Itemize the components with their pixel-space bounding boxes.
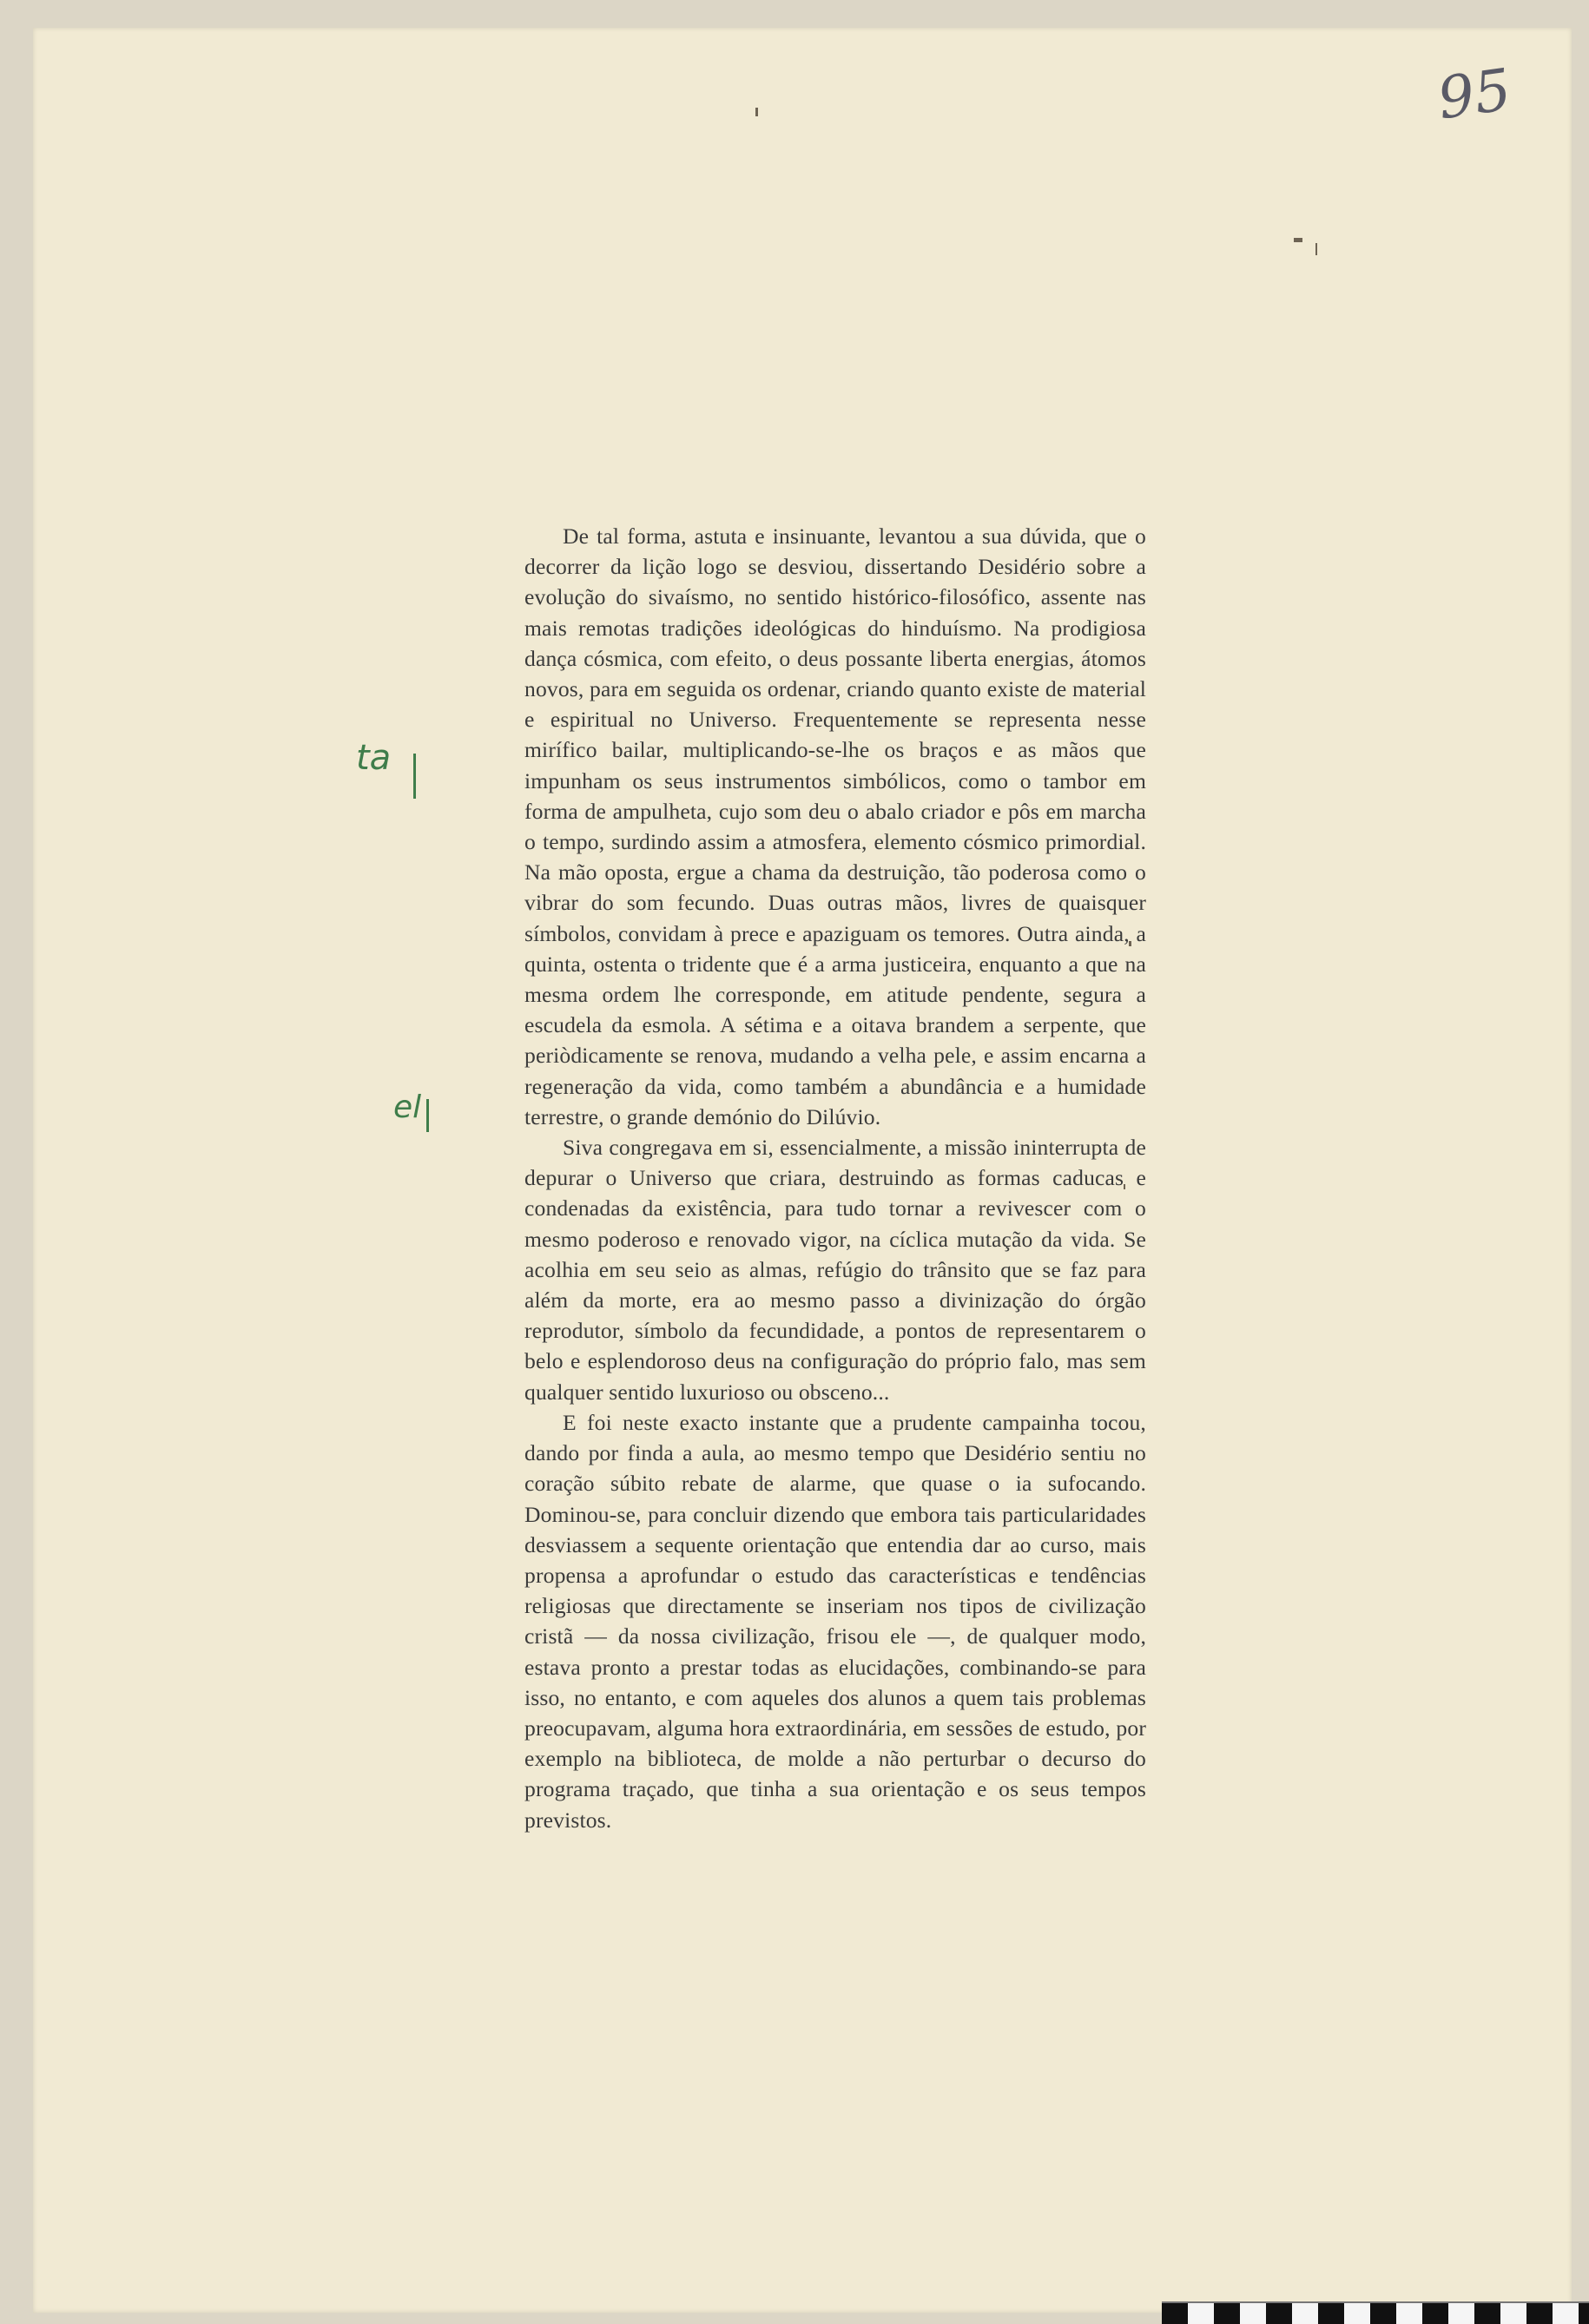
color-calibration-scale — [1162, 2301, 1589, 2324]
paper-speck — [1294, 238, 1302, 242]
paragraph-1: De tal forma, astuta e insinuante, levantou a sua dúvida, que o decorrer da lição logo se desviou, dissertando Desidério sobre a evolução do sivaísmo, no sentido histórico-filosófico, assente nas mais remotas tradições ideológicas do hinduísmo. Na prodigiosa dança cósmica, com efeito, o deus possante liberta energias, átomos novos, para em seguida os ordenar, criando quanto existe de material e espiritual no Universo. Frequentemente se representa nesse mirífico bailar, multiplicando-se-lhe os braços e as mãos que impunham os seus instrumentos simbólicos, como o tambor em forma de ampulheta, cujo som deu o abalo criador e pôs em marcha o tempo, surdindo assim a atmosfera, elemento cósmico primordial. Na mão oposta, ergue a chama da destruição, tão poderosa como o vibrar do som fecundo. Duas outras mãos, livres de quaisquer símbolos, convidam à prece e apaziguam os temores. Outra ainda, a quinta, ostenta o tridente que é a arma justiceira, enquanto a que na mesma ordem lhe corresponde, em atitude pendente, segura a escudela da esmola. A sétima e a oitava brandem a serpente, que periòdicamente se renova, mudando a velha pele, e assim encarna a regeneração da vida, como também a abundância e a humidade terrestre, o grande demónio do Dilúvio. — [524, 523, 1146, 1129]
paragraph-3: E foi neste exacto instante que a prudente campainha tocou, dando por finda a aula, ao mesmo tempo que Desidério sentiu no coração súbito rebate de alarme, que quase o ia sufocando. Dominou-se, para concluir dizendo que embora tais particularidades desviassem a sequente orientação que entendia dar ao curso, mais propensa a aprofundar o estudo das características e tendências religiosas que directamente se inseriam nos tipos de civilização cristã — da nossa civilização, frisou ele —, de qualquer modo, estava pronto a prestar todas as elucidações, combinando-se para isso, no entanto, e com aqueles dos alunos a quem tais problemas preocupavam, alguma hora extraordinária, em sessões de estudo, por exemplo na biblioteca, de molde a não perturbar o decurso do programa traçado, que tinha a sua orientação e os seus tempos previstos. — [524, 1409, 1146, 1833]
margin-note-mark — [413, 754, 416, 799]
margin-note-el: el — [393, 1090, 422, 1125]
margin-note-tal: ta — [356, 738, 392, 778]
paragraph-2: Siva congregava em si, essencialmente, a missão ininterrupta de depurar o Universo que criara, destruindo as formas caducas e condenadas da existência, para tudo tornar a revivescer com o mesmo poderoso e renovado vigor, na cíclica mutação da vida. Se acolhia em seu seio as almas, refúgio do trânsito que se faz para além da morte, era ao mesmo passo a divinização do órgão reprodutor, símbolo da fecundidade, a pontos de representarem o belo e esplendoroso deus na configuração do próprio falo, mas sem qualquer sentido luxurioso ou obsceno... — [524, 1135, 1146, 1405]
body-text — [524, 521, 1146, 1835]
paper-speck — [755, 108, 758, 116]
page-number: 95 — [1434, 56, 1515, 133]
margin-note-mark — [426, 1099, 429, 1132]
document-page — [33, 28, 1572, 2313]
paper-speck — [1315, 243, 1317, 255]
